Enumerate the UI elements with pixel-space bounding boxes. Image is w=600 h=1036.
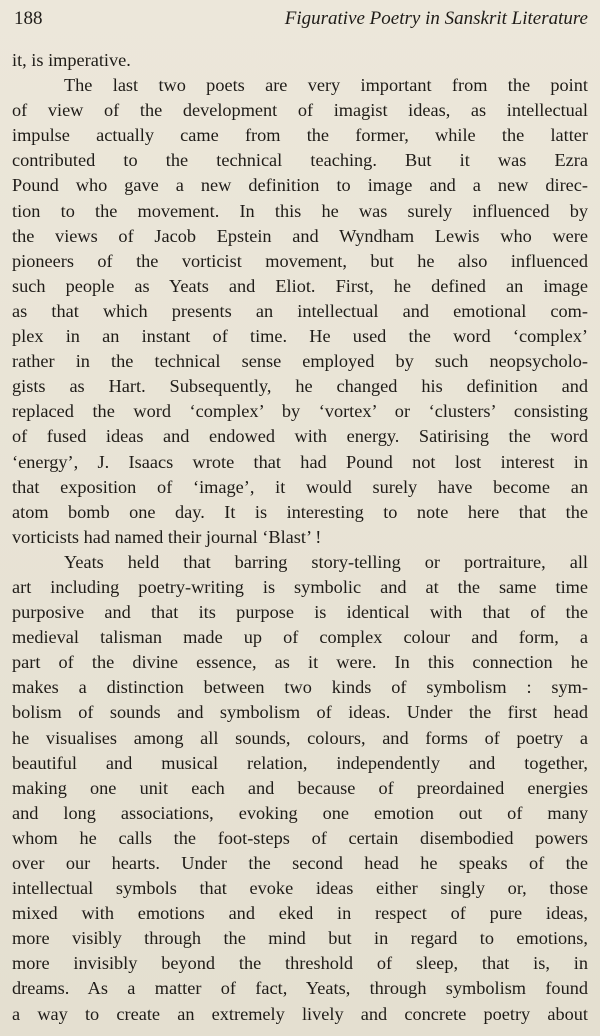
page-number: 188	[14, 8, 43, 29]
text-line: whom he calls the foot-steps of certain disembodied powers	[12, 827, 588, 848]
text-line: art including poetry-writing is symbolic and at the same time	[12, 576, 588, 597]
book-title: Figurative Poetry in Sanskrit Literature	[284, 8, 588, 29]
text-line: ‘energy’, J. Isaacs wrote that had Pound not lost interest in	[12, 451, 588, 472]
text-line: making one unit each and because of preordained energies	[12, 777, 588, 798]
text-line: intellectual symbols that evoke ideas either singly or, those	[12, 878, 588, 899]
text-line: atom bomb one day. It is interesting to note here that the	[12, 501, 588, 522]
text-line: more invisibly beyond the threshold of sleep, that is, in	[12, 953, 588, 974]
text-line: medieval talisman made up of complex colour and form, a	[12, 627, 588, 648]
text-line: part of the divine essence, as it were. In this connection he	[12, 652, 588, 673]
text-line: and long associations, evoking one emotion out of many	[12, 802, 588, 823]
text-line: such people as Yeats and Eliot. First, he defined an image	[12, 275, 588, 296]
text-line: impulse actually came from the former, while the latter	[12, 125, 588, 146]
text-line: bolism of sounds and symbolism of ideas. Under the first head	[12, 702, 588, 723]
text-line: a way to create an extremely lively and concrete poetry about	[12, 1003, 588, 1024]
text-line: of view of the development of imagist ideas, as intellectual	[12, 100, 588, 121]
text-line: gists as Hart. Subsequently, he changed his definition and	[12, 376, 588, 397]
text-line: that exposition of ‘image’, it would surely have become an	[12, 476, 588, 497]
text-line: plex in an instant of time. He used the word ‘complex’	[12, 326, 588, 347]
text-line: beautiful and musical relation, independently and together,	[12, 752, 588, 773]
text-line: contributed to the technical teaching. But it was Ezra	[12, 150, 588, 171]
text-line: tion to the movement. In this he was surely influenced by	[12, 200, 588, 221]
text-line: over our hearts. Under the second head he speaks of the	[12, 853, 588, 873]
text-line: dreams. As a matter of fact, Yeats, through symbolism found	[12, 978, 588, 999]
text-line: he visualises among all sounds, colours, and forms of poetry a	[12, 727, 588, 748]
body-text	[12, 48, 588, 1027]
text-line: more visibly through the mind but in regard to emotions,	[12, 928, 588, 949]
text-line: mixed with emotions and eked in respect of pure ideas,	[12, 903, 588, 924]
text-line: Yeats held that barring story-telling or portraiture, all	[64, 551, 588, 572]
text-line: purposive and that its purpose is identical with that of the	[12, 602, 588, 623]
text-line: Pound who gave a new definition to image and a new direc-	[12, 175, 588, 196]
text-line: makes a distinction between two kinds of symbolism : sym-	[12, 677, 588, 698]
running-head	[12, 8, 588, 48]
text-line: pioneers of the vorticist movement, but he also influenced	[12, 250, 588, 271]
text-line: as that which presents an intellectual and emotional com-	[12, 300, 588, 321]
text-line: of fused ideas and endowed with energy. Satirising the word	[12, 426, 588, 447]
text-line: The last two poets are very important from the point	[64, 75, 588, 96]
text-line: it, is imperative.	[12, 50, 131, 70]
text-line: rather in the technical sense employed by such neopsycholo-	[12, 351, 588, 372]
text-line: the views of Jacob Epstein and Wyndham Lewis who were	[12, 225, 588, 246]
text-line: vorticists had named their journal ‘Blast’ !	[12, 526, 322, 547]
text-line: replaced the word ‘complex’ by ‘vortex’ or ‘clusters’ consisting	[12, 401, 588, 422]
